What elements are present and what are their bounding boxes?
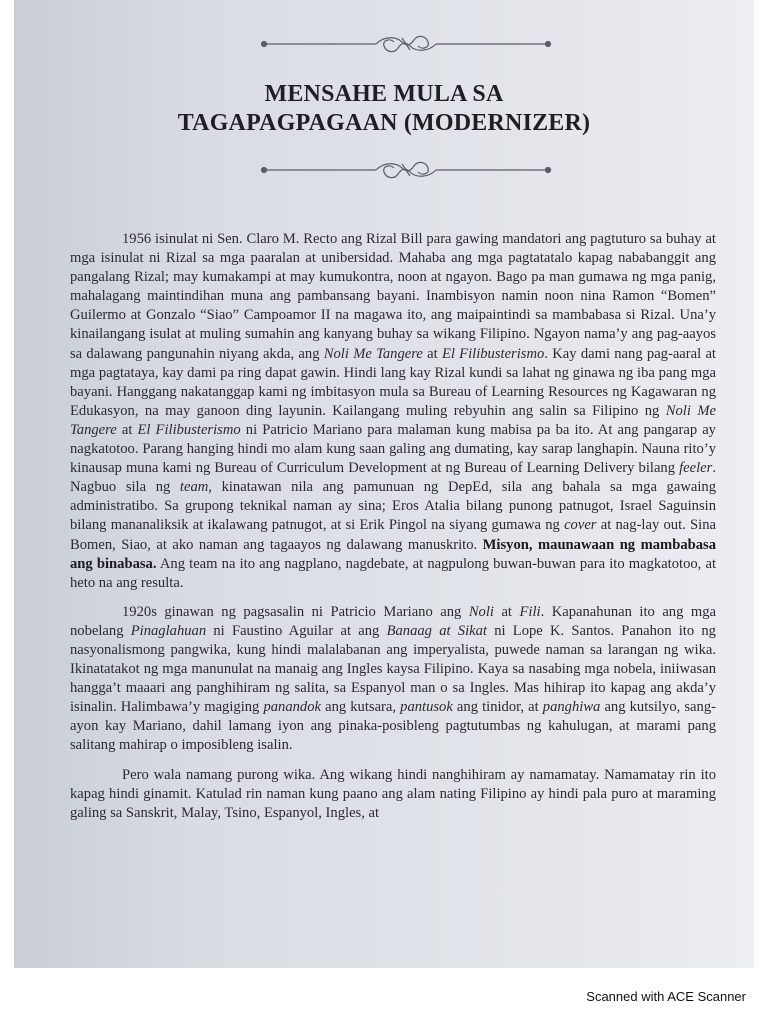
text-run: . Kay dami nang pag-aaral at mga pagtataya, kay dami pa ring dapat gawin. Hindi lang kay Rizal kundi sa lahat ng ginawa ng iba pang mga bayani. Hanggang nakatanggap kami ng imbitasyon mula sa Bureau of Learning Resources ng Kagawaran ng Edukasyon, na may ganoon ding layunin. Kailangang muling rebyuhin ang salin sa Filipino ng [70,345,716,419]
body-text [70,230,716,833]
text-run: , kinatawan nila ang pamunuan ng DepEd, sila ang bahala sa mga gawaing administratibo. Sa grupong teknikal naman ay sina; Eros Atalia bilang punong patnugot, Israel Saguinsin bilang mananaliksik at ikalawang patnugot, at si Erik Pingol na siyang gumawa ng [70,479,716,534]
paragraph-2 [70,603,716,756]
italic-term: cover [564,517,597,534]
text-run: ni Faustino Aguilar at ang [206,622,387,639]
italic-term: pantusok [400,699,453,716]
title-line-2: TAGAPAGPAGAAN (MODERNIZER) [177,110,591,136]
text-run: . Nagbuo sila ng [70,460,716,496]
text-run: ang kutsilyo, sang-ayon kay Mariano, dahil lamang iyon ang pinaka-posibleng pagtutumbas ng kahulugan, at marami pang salitang mahirap o imposibleng isalin. [70,699,716,754]
paragraph-1 [70,230,716,593]
text-run: ni Lope K. Santos. Panahon ito ng nasyonalismong pangwika, kung hindi malalabanan ang imperyalista, puwede naman sa larangan ng wika. Ikinatatakot ng mga manunulat na manaig ang Ingles kaysa Filipino. Kaya sa nasabing mga nobela, iniiwasan hangga’t maaari ang panghihiram ng salita, sa Espanyol man o sa Ingles. Mas hihirap ito kapag ang akda’y isinalin. Halimbawa’y magiging [70,622,716,716]
text-run: Ang team na ito ang nagplano, nagdebate, at nagpulong buwan-buwan para ito magkatotoo, at heto na ang resulta. [70,555,717,591]
text-run: at [493,603,520,620]
page-title [14,80,754,138]
italic-title: Noli Me Tangere [323,345,423,362]
text-run: ni Patricio Mariano para malaman kung mabisa pa ba ito. At ang pangarap ay nagkatotoo. Parang hanging hindi mo alam kung saan galing ang dumating, kay sarap langhapin. Nauna rito’y kinausap muna kami ng Bureau of Curriculum Development at ng Bureau of Learning Delivery bilang [70,421,716,477]
title-line-1: MENSAHE MULA SA [264,81,504,107]
italic-term: team [179,479,209,496]
italic-title: El Filibusterismo [137,421,241,438]
text-run: ang kutsara, [321,699,401,716]
italic-term: panghiwa [542,699,601,716]
scanner-watermark: Scanned with ACE Scanner [586,989,746,1004]
italic-title: Noli [468,603,494,620]
italic-title: Noli Me Tangere [70,402,716,438]
italic-title: El Filibusterismo [441,345,545,362]
text-run: 1920s ginawan ng pagsasalin ni Patricio Mariano ang [122,603,469,620]
paragraph-3: Pero wala namang purong wika. Ang wikang hindi nanghihiram ay namamatay. Namamatay rin ito kapag hindi ginamit. Katulad rin naman kung paano ang alam nating Filipino ay hindi pala puro at maraming galing sa Sanskrit, Malay, Tsino, Espanyol, Ingles, at [70,766,716,821]
text-run: at [422,345,442,362]
text-run: ang tinidor, at [452,699,543,716]
text-run: 1956 isinulat ni Sen. Claro M. Recto ang Rizal Bill para gawing mandatori ang pagtuturo sa buhay at mga isinulat ni Rizal sa mga paaralan at unibersidad. Mahaba ang mga pagtatatalo kapag nababanggit ang pangalang Rizal; may kumakampi at may kumukontra, noon at ngayon. Bago pa man gumawa ng mga panig, mahalagang maintindihan muna ang pambansang bayani. Inambisyon namin noon nina Ramon “Bomen” Guilermo at Gonzalo “Siao” Campoamor II na magawa ito, ang maipaintindi sa mambabasa si Rizal. Una’y kinailangang isulat at muling sumahin ang kanyang buhay sa wikang Filipino. Ngayon nama’y ang pag-aayos sa dalawang pangunahin niyang akda, ang [70,231,716,362]
bold-mission: Misyon, maunawaan ng mambabasa ang binabasa. [70,536,716,572]
scanned-page [14,0,754,968]
italic-term: feeler [679,460,713,477]
ornament-divider-bottom-icon [256,160,556,180]
italic-title: Fili [519,603,541,620]
italic-title: Pinaglahuan [130,622,207,639]
text-run: at nag-lay out. Sina Bomen, Siao, at ako naman ang tagaayos ng dalawang manuskrito. [70,517,716,553]
text-run: . Kapanahunan ito ang mga nobelang [70,603,716,639]
text-run: at [116,421,138,438]
italic-term: panandok [263,699,321,716]
italic-title: Banaag at Sikat [386,622,487,639]
ornament-divider-top-icon [256,34,556,54]
